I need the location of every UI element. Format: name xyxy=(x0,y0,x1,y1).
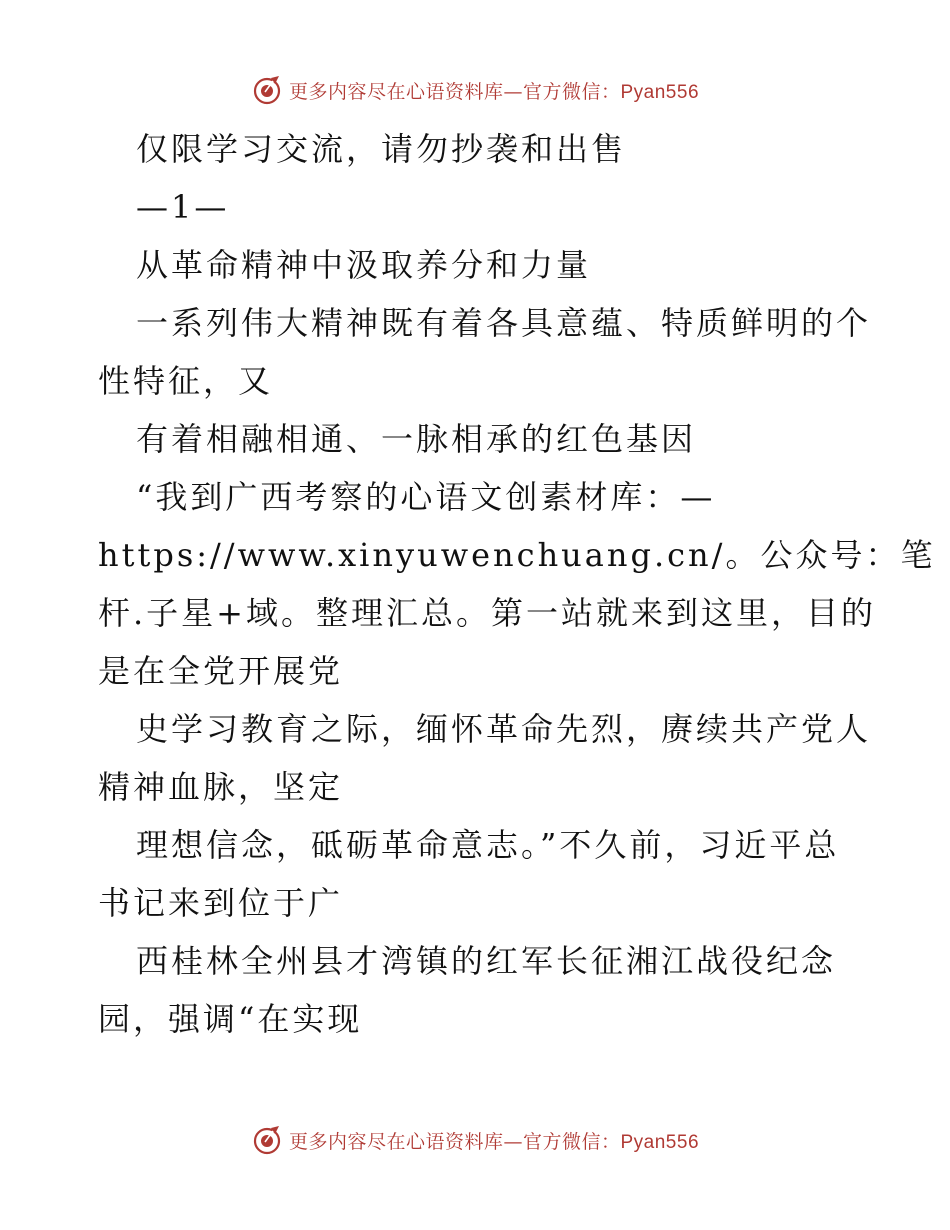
text-line: 仅限学习交流，请勿抄袭和出售 xyxy=(136,130,627,168)
footer-banner xyxy=(0,1120,950,1160)
text-line: “我到广西考察的心语文创素材库：— xyxy=(136,478,716,516)
text-line: 精神血脉，坚定 xyxy=(98,768,344,806)
banner-wechat-id: Pyan556 xyxy=(620,81,700,103)
text-line: 有着相融相通、一脉相承的红色基因 xyxy=(136,420,697,458)
text-line: 一系列伟大精神既有着各具意蕴、特质鲜明的个 xyxy=(136,304,872,342)
text-line: 从革命精神中汲取养分和力量 xyxy=(136,246,592,284)
banner-wechat-id: Pyan556 xyxy=(620,1131,700,1153)
text-line: 杆.子星+域。整理汇总。第一站就来到这里，目的 xyxy=(98,594,876,632)
text-line: 理想信念，砥砺革命意志。”不久前，习近平总 xyxy=(136,826,840,864)
text-line: 是在全党开展党 xyxy=(98,652,344,690)
text-line: https://www.xinyuwenchuang.cn/。公众号：笔 xyxy=(98,536,936,574)
header-banner-text xyxy=(289,77,699,104)
text-line: 书记来到位于广 xyxy=(98,884,344,922)
text-line: 史学习教育之际，缅怀革命先烈，赓续共产党人 xyxy=(136,710,872,748)
banner-main-text: 更多内容尽在心语资料库— xyxy=(288,80,523,103)
document-body xyxy=(98,120,936,1048)
header-banner xyxy=(0,70,950,110)
text-line: 性特征，又 xyxy=(98,362,274,400)
banner-main-text: 更多内容尽在心语资料库— xyxy=(288,1130,523,1153)
text-line: 西桂林全州县才湾镇的红军长征湘江战役纪念 xyxy=(136,942,837,980)
text-line: 园，强调“在实现 xyxy=(98,1000,363,1038)
footer-banner-text xyxy=(289,1127,699,1154)
banner-wechat-label: 官方微信： xyxy=(522,1130,621,1153)
quill-seal-logo-icon xyxy=(251,1124,283,1156)
quill-seal-logo-icon xyxy=(251,74,283,106)
banner-wechat-label: 官方微信： xyxy=(522,80,621,103)
text-line: —1— xyxy=(136,188,230,226)
